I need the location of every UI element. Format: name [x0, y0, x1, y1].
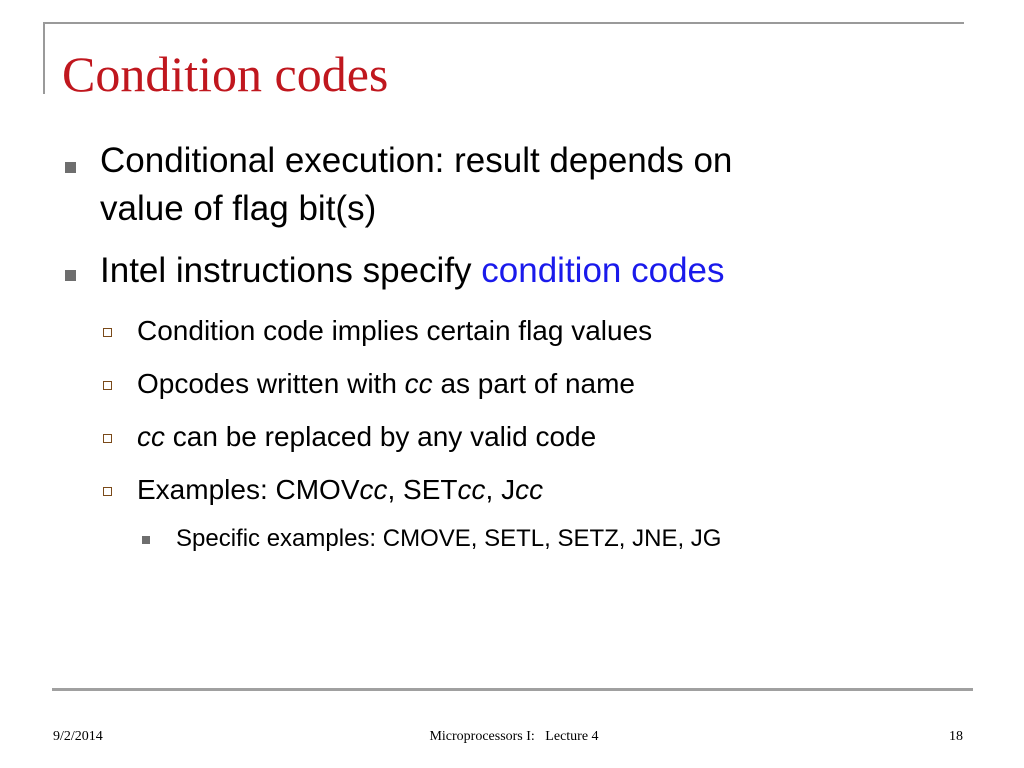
- sub-bullet-text: Opcodes written with: [137, 368, 405, 399]
- sub-bullet-text: , SET: [387, 474, 458, 505]
- sub-bullet-text: as part of name: [432, 368, 636, 399]
- bullet-conditional-execution: [100, 137, 900, 233]
- sub-bullet-opcodes-written: [137, 366, 917, 402]
- footer-date: 9/2/2014: [53, 729, 103, 744]
- sub-bullet-text: , J: [485, 474, 516, 505]
- bullet-line: Conditional execution: result depends on: [100, 141, 733, 180]
- hollow-square-bullet-icon: [103, 434, 112, 443]
- sub-sub-bullet-specific-examples: [176, 524, 721, 554]
- bullet-text: Intel instructions specify: [100, 251, 482, 290]
- sub-bullet-text: can be replaced by any valid code: [165, 421, 597, 452]
- cc-italic: cc: [359, 474, 388, 505]
- hollow-square-bullet-icon: [103, 487, 112, 496]
- slide-frame-top-rule: [43, 22, 964, 24]
- bullet-line: value of flag bit(s): [100, 189, 377, 228]
- condition-codes-highlight: condition codes: [481, 251, 725, 290]
- hollow-square-bullet-icon: [103, 381, 112, 390]
- footer-course-text: Microprocessors I: Lecture 4: [429, 729, 599, 744]
- sub-bullet-text: Examples: CMOV: [137, 474, 360, 505]
- square-bullet-icon: [65, 270, 76, 281]
- sub-sub-bullet-text: Specific examples: CMOVE, SETL, SETZ, JNE, JG: [176, 525, 722, 552]
- cc-italic: cc: [515, 474, 544, 505]
- cc-italic: cc: [404, 368, 433, 399]
- square-bullet-icon: [142, 536, 150, 544]
- footer-course-title: [0, 728, 1024, 746]
- sub-bullet-condition-code-implies: [137, 313, 917, 349]
- slide-title: Condition codes: [62, 46, 389, 102]
- slide-number: 18: [949, 729, 963, 744]
- square-bullet-icon: [65, 162, 76, 173]
- footer-rule: [52, 688, 973, 691]
- cc-italic: cc: [137, 421, 165, 452]
- slide-frame-left-rule: [43, 22, 45, 94]
- sub-bullet-text: Condition code implies certain flag values: [137, 315, 653, 346]
- hollow-square-bullet-icon: [103, 328, 112, 337]
- sub-bullet-cc-replaced: [137, 419, 917, 455]
- sub-bullet-examples: [137, 472, 917, 508]
- cc-italic: cc: [457, 474, 486, 505]
- bullet-intel-instructions: [100, 247, 900, 295]
